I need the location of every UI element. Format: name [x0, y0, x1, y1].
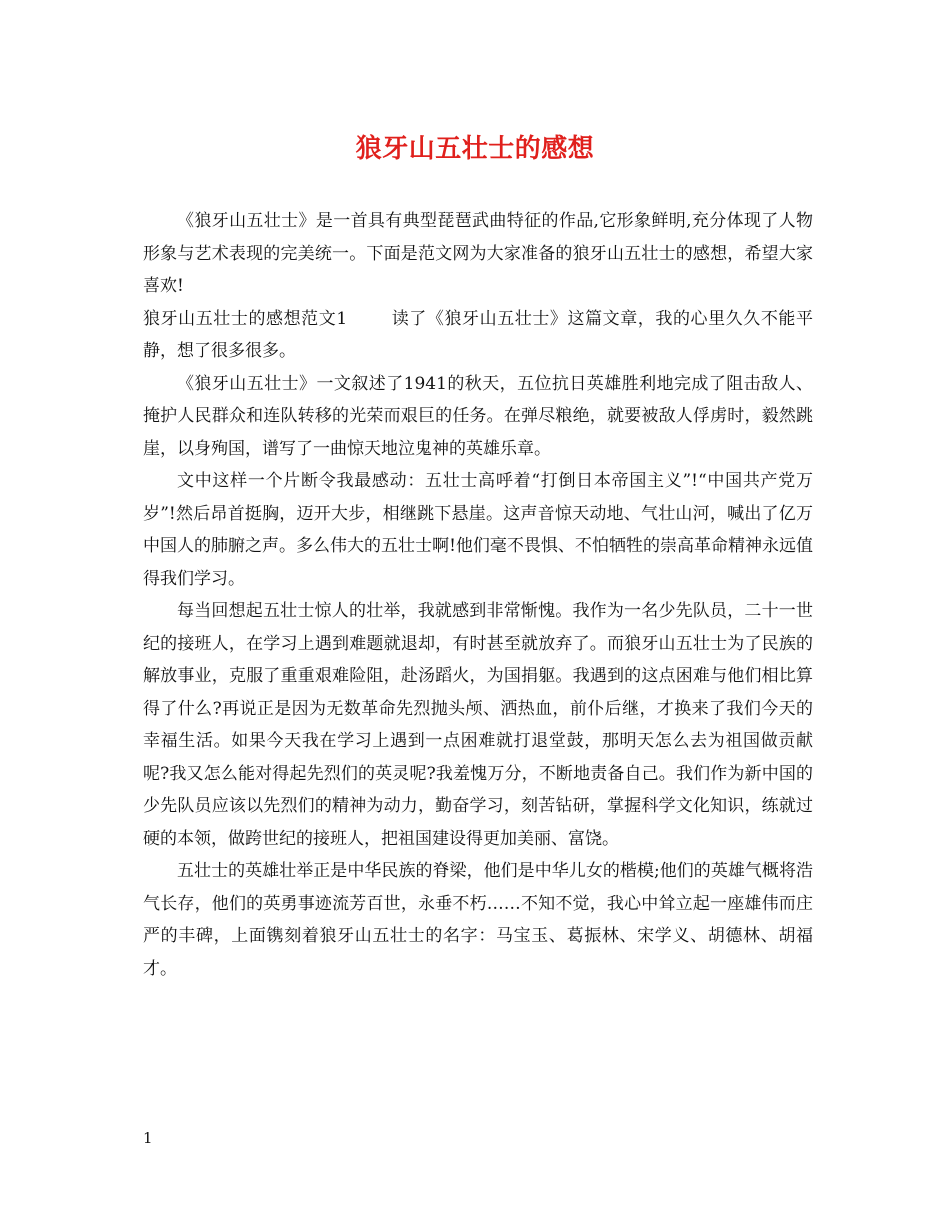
section-paragraph	[143, 303, 813, 368]
section-first-sentence: 读了《狼牙山五壮士》这篇文章，我的心里久久不能平静，想了很多很多。	[143, 308, 813, 361]
section-heading: 狼牙山五壮士的感想范文1	[143, 308, 348, 329]
document-title: 狼牙山五壮士的感想	[355, 134, 595, 164]
body-paragraph: 每当回想起五壮士惊人的壮举，我就感到非常惭愧。我作为一名少先队员，二十一世纪的接班人，在学习上遇到难题就退却，有时甚至就放弃了。而狼牙山五壮士为了民族的解放事业，克服了重重艰难险阻，赴汤蹈火，为国捐躯。我遇到的这点困难与他们相比算得了什么?再说正是因为无数革命先烈抛头颅、洒热血，前仆后继，才换来了我们今天的幸福生活。如果今天我在学习上遇到一点困难就打退堂鼓，那明天怎么去为祖国做贡献呢?我又怎么能对得起先烈们的英灵呢?我羞愧万分，不断地责备自己。我们作为新中国的少先队员应该以先烈们的精神为动力，勤奋学习，刻苦钻研，掌握科学文化知识，练就过硬的本领，做跨世纪的接班人，把祖国建设得更加美丽、富饶。	[143, 601, 813, 849]
body-paragraph: 《狼牙山五壮士》一文叙述了1941的秋天，五位抗日英雄胜利地完成了阻击敌人、掩护人民群众和连队转移的光荣而艰巨的任务。在弹尽粮绝，就要被敌人俘虏时，毅然跳崖，以身殉国，谱写了一曲惊天地泣鬼神的英雄乐章。	[143, 373, 813, 459]
body-paragraph: 文中这样一个片断令我最感动：五壮士高呼着“打倒日本帝国主义”!“中国共产党万岁”!然后昂首挺胸，迈开大步，相继跳下悬崖。这声音惊天动地、气壮山河，喊出了亿万中国人的肺腑之声。多么伟大的五壮士啊!他们毫不畏惧、不怕牺牲的崇高革命精神永远值得我们学习。	[143, 471, 813, 589]
document-body	[143, 205, 813, 985]
intro-paragraph: 《狼牙山五壮士》是一首具有典型琵琶武曲特征的作品,它形象鲜明,充分体现了人物形象与艺术表现的完美统一。下面是范文网为大家准备的狼牙山五壮士的感想，希望大家喜欢!	[143, 211, 813, 296]
page-number: 1	[143, 1129, 153, 1147]
body-paragraph: 五壮士的英雄壮举正是中华民族的脊梁，他们是中华儿女的楷模;他们的英雄气概将浩气长存，他们的英勇事迹流芳百世，永垂不朽……不知不觉，我心中耸立起一座雄伟而庄严的丰碑，上面镌刻着狼牙山五壮士的名字：马宝玉、葛振林、宋学义、胡德林、胡福才。	[143, 861, 813, 979]
